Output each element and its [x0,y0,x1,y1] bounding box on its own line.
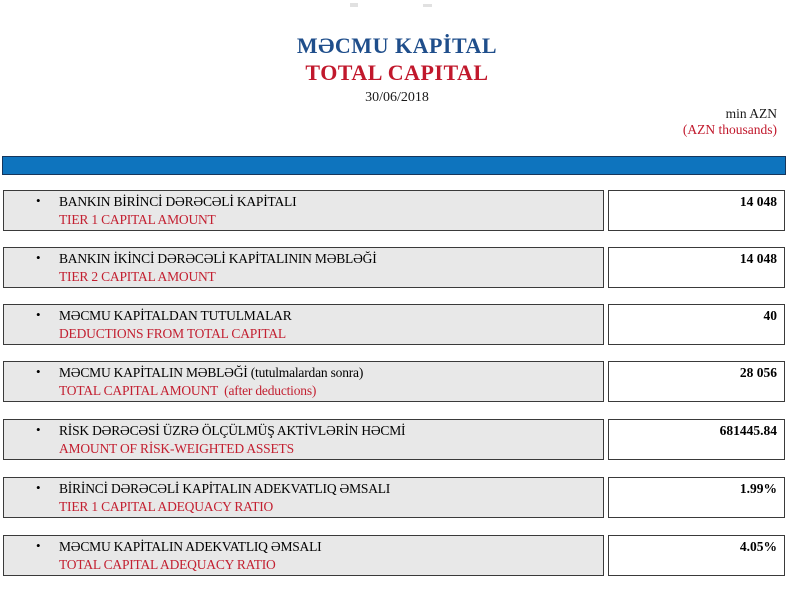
row-label-az: RİSK DƏRƏCƏSİ ÜZRƏ ÖLÇÜLMÜŞ AKTİVLƏRİN HƏCMİ [59,423,406,438]
row-label-en: TOTAL CAPITAL AMOUNT (after deductions) [59,383,317,398]
value-cell [608,361,785,402]
value-cell [608,190,785,231]
bullet-icon: • [36,364,41,379]
value-cell [608,419,785,460]
report-title-en: TOTAL CAPITAL [305,60,489,85]
row-value: 14 048 [739,251,777,266]
bullet-icon: • [36,307,41,322]
table-row [0,247,800,288]
value-cell [608,247,785,288]
table-row [0,477,800,518]
row-label-az: BANKIN İKİNCİ DƏRƏCƏLİ KAPİTALININ MƏBLƏĞİ [59,251,377,266]
row-label-en: TIER 1 CAPITAL ADEQUACY RATIO [59,499,274,514]
row-label-en: TIER 1 CAPITAL AMOUNT [59,212,216,227]
value-cell [608,535,785,576]
label-cell [3,361,604,402]
row-label-az: MƏCMU KAPİTALDAN TUTULMALAR [59,308,292,323]
label-cell [3,477,604,518]
table-row [0,535,800,576]
units-block [683,106,777,137]
table-row [0,304,800,345]
label-cell [3,535,604,576]
row-label-az: BİRİNCİ DƏRƏCƏLİ KAPİTALIN ADEKVATLIQ ƏMSALI [59,481,391,496]
row-label-en: TIER 2 CAPITAL AMOUNT [59,269,216,284]
report-title-az: MƏCMU KAPİTAL [296,33,498,58]
bullet-icon: • [36,193,41,208]
label-cell [3,190,604,231]
row-value: 40 [763,308,777,323]
bullet-icon: • [36,250,41,265]
bullet-icon: • [36,422,41,437]
row-value: 681445.84 [719,423,777,438]
cropped-text-artifact [423,4,432,7]
table-row [0,190,800,231]
report-date: 30/06/2018 [365,90,429,105]
label-cell [3,304,604,345]
value-cell [608,304,785,345]
row-label-en: DEDUCTIONS FROM TOTAL CAPITAL [59,326,286,341]
cropped-text-artifact [350,3,358,7]
label-cell [3,247,604,288]
table-row [0,361,800,402]
row-value: 4.05% [739,539,777,554]
row-label-az: BANKIN BİRİNCİ DƏRƏCƏLİ KAPİTALI [59,194,297,209]
label-cell [3,419,604,460]
row-label-en: TOTAL CAPITAL ADEQUACY RATIO [59,557,276,572]
row-value: 1.99% [739,481,777,496]
row-value: 14 048 [739,194,777,209]
unit-label-azn: min AZN [725,106,777,121]
row-label-az: MƏCMU KAPİTALIN ADEKVATLIQ ƏMSALI [59,539,322,554]
table-row [0,419,800,460]
row-value: 28 056 [739,365,777,380]
bullet-icon: • [36,538,41,553]
value-cell [608,477,785,518]
unit-label-thousands: (AZN thousands) [682,121,777,137]
row-label-en: AMOUNT OF RİSK-WEIGHTED ASSETS [59,441,294,456]
bullet-icon: • [36,480,41,495]
row-label-az: MƏCMU KAPİTALIN MƏBLƏĞİ (tutulmalardan sonra) [59,365,364,380]
section-header-bar [2,156,786,175]
